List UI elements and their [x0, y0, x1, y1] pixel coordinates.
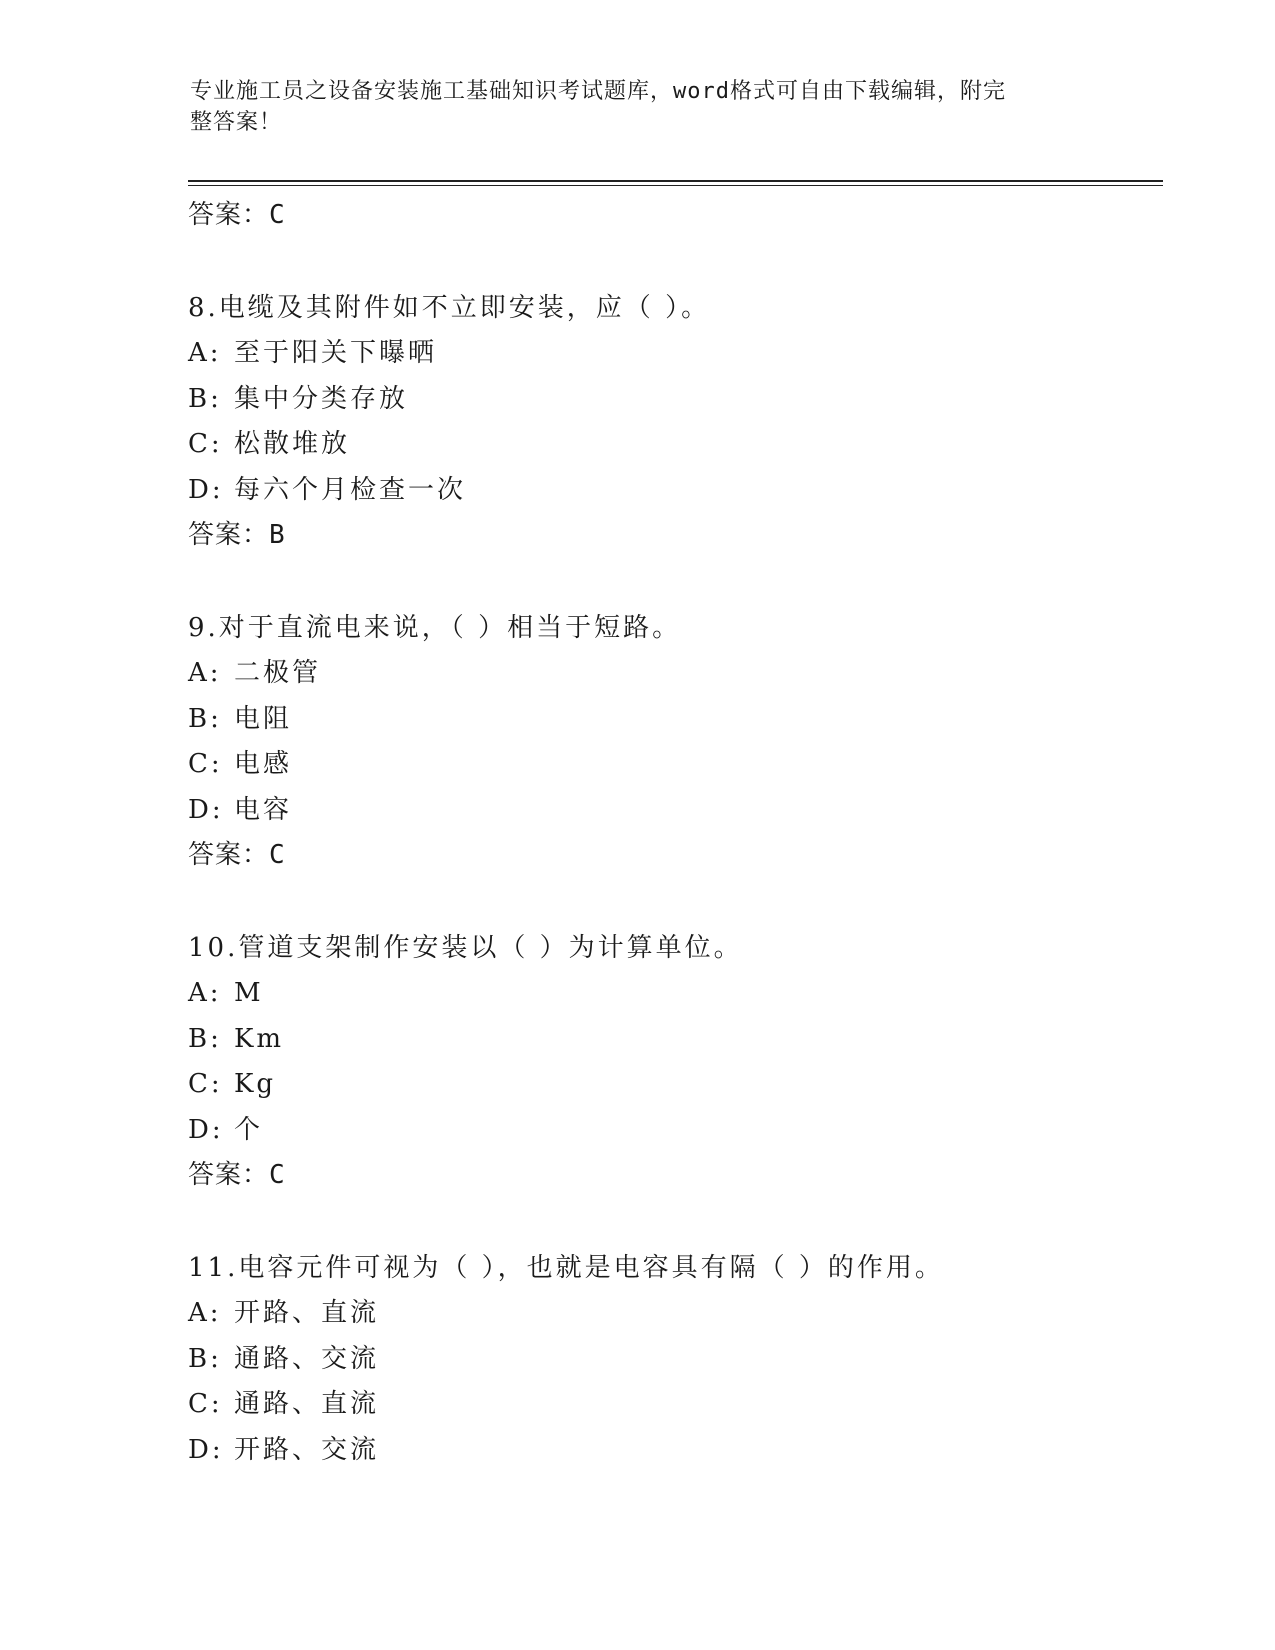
option-text: 至于阳关下曝晒 — [234, 338, 438, 368]
option-text: 开路、直流 — [234, 1298, 380, 1328]
question-8 — [188, 285, 1168, 557]
option-text: 每六个月检查一次 — [234, 474, 467, 505]
option-letter: B: — [188, 1343, 222, 1374]
option-b — [188, 1337, 1168, 1383]
option-b — [188, 1017, 1168, 1063]
option-text: M — [234, 978, 264, 1008]
option-letter: C: — [188, 1389, 223, 1419]
question-9 — [188, 605, 1168, 877]
header-line-2: 整答案！ — [190, 110, 283, 135]
option-a — [188, 651, 1168, 697]
option-letter: C: — [188, 429, 223, 459]
option-c — [188, 1382, 1168, 1428]
option-text: 电阻 — [234, 703, 293, 734]
question-stem: 8.电缆及其附件如不立即安装，应（ ）。 — [188, 293, 711, 323]
option-letter: D: — [188, 474, 224, 505]
question-list — [188, 193, 1168, 1473]
option-d — [188, 1108, 1168, 1154]
option-letter: B: — [188, 703, 222, 734]
option-text: 二极管 — [234, 658, 322, 688]
option-text: 电感 — [234, 749, 293, 779]
option-a — [188, 331, 1168, 377]
option-text: 电容 — [234, 794, 293, 825]
option-text: 通路、直流 — [234, 1389, 380, 1419]
option-a — [188, 971, 1168, 1017]
option-text: 集中分类存放 — [234, 383, 409, 414]
option-b — [188, 697, 1168, 743]
question-stem: 10.管道支架制作安装以（ ）为计算单位。 — [188, 933, 743, 963]
question-stem: 11.电容元件可视为（ ），也就是电容具有隔（ ）的作用。 — [188, 1253, 944, 1283]
option-d — [188, 788, 1168, 834]
answer-label: 答案：B — [188, 520, 286, 550]
option-a — [188, 1291, 1168, 1337]
option-letter: C: — [188, 749, 223, 779]
header-rule-thin — [188, 185, 1163, 186]
question-10 — [188, 925, 1168, 1197]
answer-label: 答案：C — [188, 1160, 286, 1190]
option-letter: A: — [188, 978, 222, 1008]
option-c — [188, 422, 1168, 468]
question-stem: 9.对于直流电来说，（ ）相当于短路。 — [188, 613, 682, 643]
option-d — [188, 1428, 1168, 1474]
option-letter: A: — [188, 1298, 222, 1328]
answer-previous: 答案：C — [188, 200, 286, 230]
option-text: 通路、交流 — [234, 1343, 380, 1374]
header-line-1: 专业施工员之设备安装施工基础知识考试题库，word格式可自由下载编辑，附完 — [190, 79, 1006, 104]
option-letter: B: — [188, 383, 222, 414]
option-text: 个 — [234, 1114, 264, 1145]
option-letter: A: — [188, 658, 222, 688]
option-letter: B: — [188, 1023, 222, 1054]
document-header — [190, 76, 1070, 138]
option-text: Kg — [234, 1069, 277, 1099]
option-letter: D: — [188, 1434, 224, 1465]
option-letter: A: — [188, 338, 222, 368]
option-letter: D: — [188, 1114, 224, 1145]
option-text: 松散堆放 — [234, 429, 351, 459]
option-letter: D: — [188, 794, 224, 825]
header-rule-thick — [188, 180, 1163, 182]
option-c — [188, 1062, 1168, 1108]
question-11 — [188, 1245, 1168, 1473]
option-text: 开路、交流 — [234, 1434, 380, 1465]
answer-label: 答案：C — [188, 840, 286, 870]
option-text: Km — [234, 1023, 285, 1054]
option-letter: C: — [188, 1069, 223, 1099]
option-c — [188, 742, 1168, 788]
option-b — [188, 377, 1168, 423]
option-d — [188, 468, 1168, 514]
